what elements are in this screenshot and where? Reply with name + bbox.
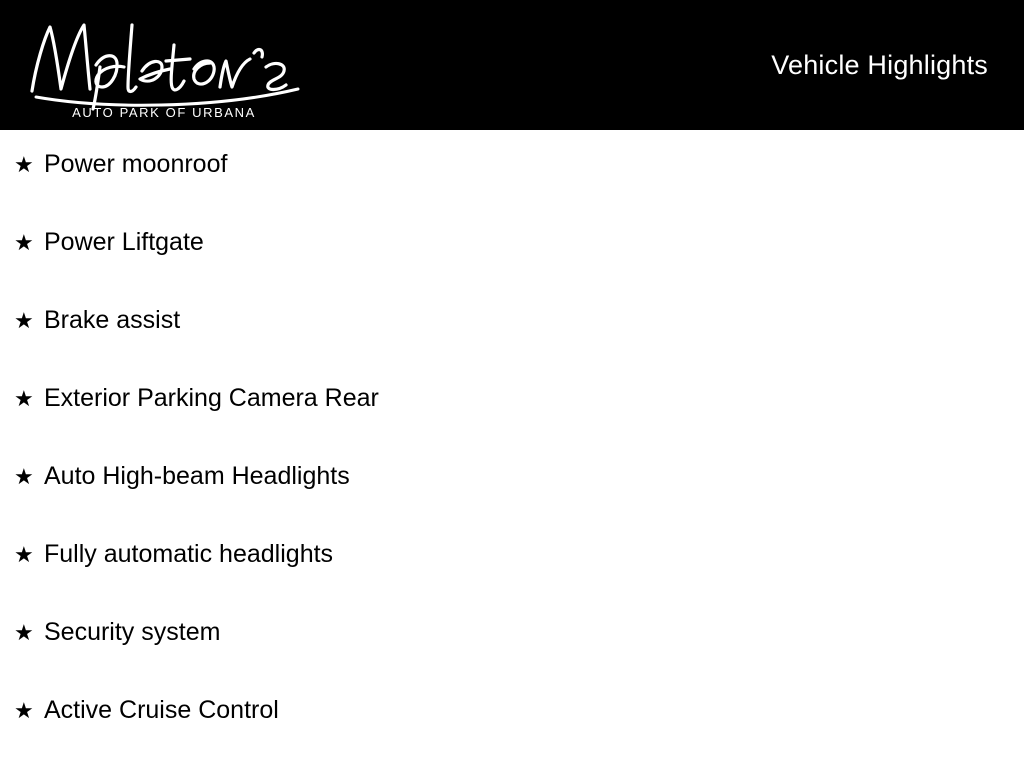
feature-label: Auto High-beam Headlights [44, 462, 350, 490]
list-item [0, 152, 1024, 230]
svg-text:AUTO PARK OF URBANA: AUTO PARK OF URBANA [72, 105, 256, 120]
star-icon: ★ [14, 308, 34, 333]
page-title: Vehicle Highlights [771, 49, 988, 80]
page-header [0, 0, 1024, 130]
star-icon: ★ [14, 230, 34, 255]
feature-label: Power Liftgate [44, 228, 204, 256]
list-item [0, 386, 1024, 464]
list-item [0, 464, 1024, 542]
vehicle-highlights-list [0, 130, 1024, 776]
list-item [0, 308, 1024, 386]
star-icon: ★ [14, 542, 34, 567]
list-item [0, 542, 1024, 620]
feature-label: Fully automatic headlights [44, 540, 334, 568]
feature-label: Security system [44, 618, 221, 646]
star-icon: ★ [14, 698, 34, 723]
feature-label: Exterior Parking Camera Rear [44, 384, 379, 412]
feature-label: Power moonroof [44, 150, 228, 178]
star-icon: ★ [14, 152, 34, 177]
star-icon: ★ [14, 386, 34, 411]
feature-label: Active Cruise Control [44, 696, 279, 724]
star-icon: ★ [14, 464, 34, 489]
napletons-auto-park-of-urbana-logo [14, 5, 314, 125]
list-item [0, 230, 1024, 308]
list-item [0, 698, 1024, 776]
feature-label: Brake assist [44, 306, 181, 334]
list-item [0, 620, 1024, 698]
star-icon: ★ [14, 620, 34, 645]
